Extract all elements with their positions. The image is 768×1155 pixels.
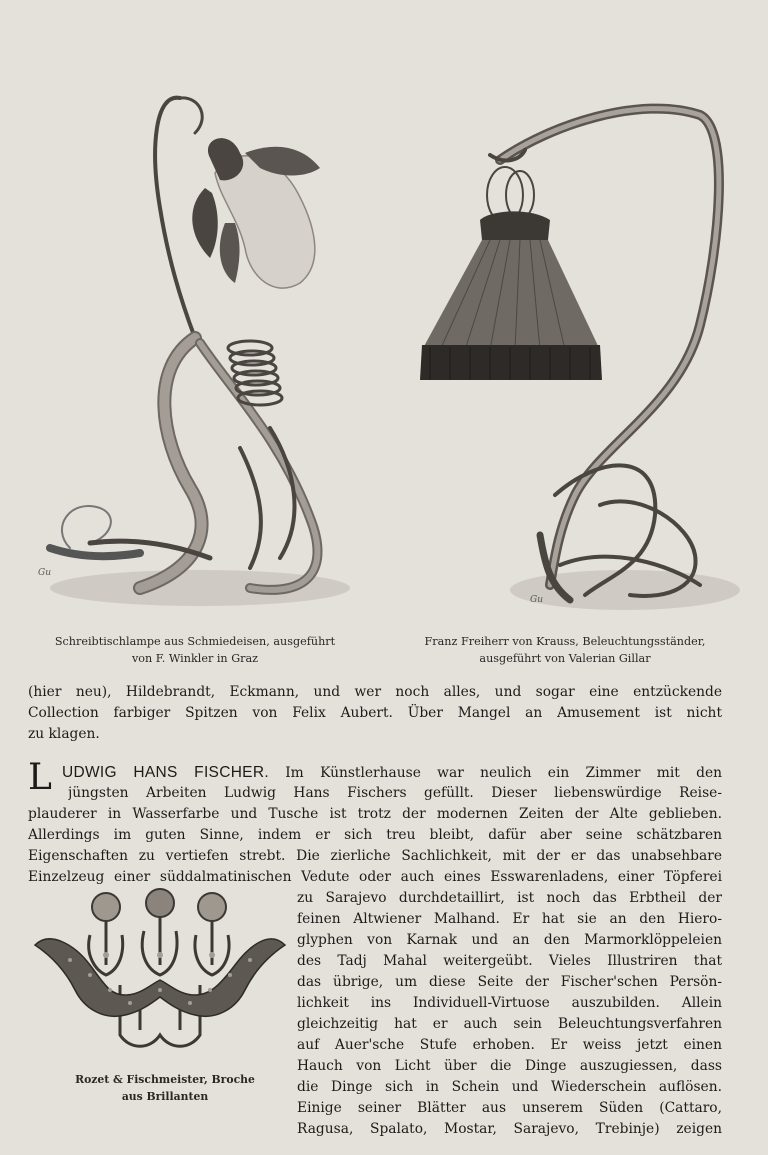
caption-line: von F. Winkler in Graz bbox=[131, 652, 259, 665]
text-line: (hier neu), Hildebrandt, Eckmann, und wer noch alles, und sogar eine entzückende bbox=[28, 684, 722, 700]
text-line: glyphen von Karnak und an den Marmorklöppeleien bbox=[297, 932, 722, 948]
text-line: das übrige, um diese Seite der Fischer'schen Persön- bbox=[297, 974, 722, 990]
text-line: plauderer in Wasserfarbe und Tusche ist trotz der modernen Zeiten der Alte geblieben. bbox=[28, 806, 722, 822]
text-run: Im Künstlerhause war neulich ein Zimmer mit den bbox=[268, 765, 722, 781]
caption-lamp-2 bbox=[400, 633, 730, 667]
caption-lamp-1 bbox=[30, 633, 360, 667]
article-heading: UDWIG HANS FISCHER. bbox=[62, 764, 269, 781]
caption-brooch bbox=[50, 1071, 280, 1105]
brooch-drawing bbox=[30, 885, 290, 1065]
text-line: Collection farbiger Spitzen von Felix Aubert. Über Mangel an Amusement ist nicht bbox=[28, 705, 722, 721]
text-line: gleichzeitig hat er auch sein Beleuchtungsverfahren bbox=[297, 1016, 722, 1032]
text-line: Eigenschaften zu vertiefen strebt. Die zierliche Sachlichkeit, mit der er das unabsehbare bbox=[28, 848, 722, 864]
drop-cap: L bbox=[28, 757, 52, 798]
text-line: Ragusa, Spalato, Mostar, Sarajevo, Trebinje) zeigen bbox=[297, 1121, 722, 1137]
text-line: lichkeit ins Individuell-Virtuose auszubilden. Allein bbox=[297, 995, 722, 1011]
brooch-illustration bbox=[30, 885, 290, 1065]
artist-signature: Gu bbox=[38, 568, 51, 578]
text-line: zu Sarajevo durchdetaillirt, ist noch das Erbtheil der bbox=[297, 890, 722, 906]
artist-signature: Gu bbox=[530, 595, 543, 605]
lamp-illustration-left bbox=[30, 88, 360, 618]
caption-line: Rozet & Fischmeister, Broche bbox=[75, 1073, 255, 1086]
lamp-illustration-right bbox=[410, 95, 740, 620]
caption-line: Franz Freiherr von Krauss, Beleuchtungsständer, bbox=[424, 635, 706, 648]
caption-line: aus Brillanten bbox=[121, 1090, 209, 1103]
text-line: auf Auer'sche Stufe erhoben. Er weiss jetzt einen bbox=[297, 1037, 722, 1053]
text-line: zu klagen. bbox=[28, 726, 100, 742]
text-line: Allerdings im guten Sinne, indem er sich treu bleibt, dafür aber seine schätzbaren bbox=[28, 827, 722, 843]
lamp-2-drawing bbox=[410, 95, 740, 620]
text-line: Einzelzeug einer süddalmatinischen Vedute oder auch eines Esswarenladens, einer Töpferei bbox=[28, 869, 722, 885]
text-line: die Dinge sich in Schein und Wiederschein auflösen. bbox=[297, 1079, 722, 1095]
caption-line: Schreibtischlampe aus Schmiedeisen, ausgeführt bbox=[54, 635, 336, 648]
article-heading-line bbox=[62, 762, 722, 784]
text-line: feinen Altwiener Malhand. Er hat sie an den Hiero- bbox=[297, 911, 722, 927]
text-line: jüngsten Arbeiten Ludwig Hans Fischers gefüllt. Dieser liebenswürdige Reise- bbox=[68, 785, 722, 801]
lamp-1-drawing bbox=[30, 88, 360, 618]
text-line: Hauch von Licht über die Dinge auszugiessen, dass bbox=[297, 1058, 722, 1074]
text-line: Einige seiner Blätter aus unserem Süden (Cattaro, bbox=[297, 1100, 722, 1116]
caption-line: ausgeführt von Valerian Gillar bbox=[479, 652, 651, 665]
text-line: des Tadj Mahal weitergeübt. Vieles Illustriren that bbox=[297, 953, 722, 969]
